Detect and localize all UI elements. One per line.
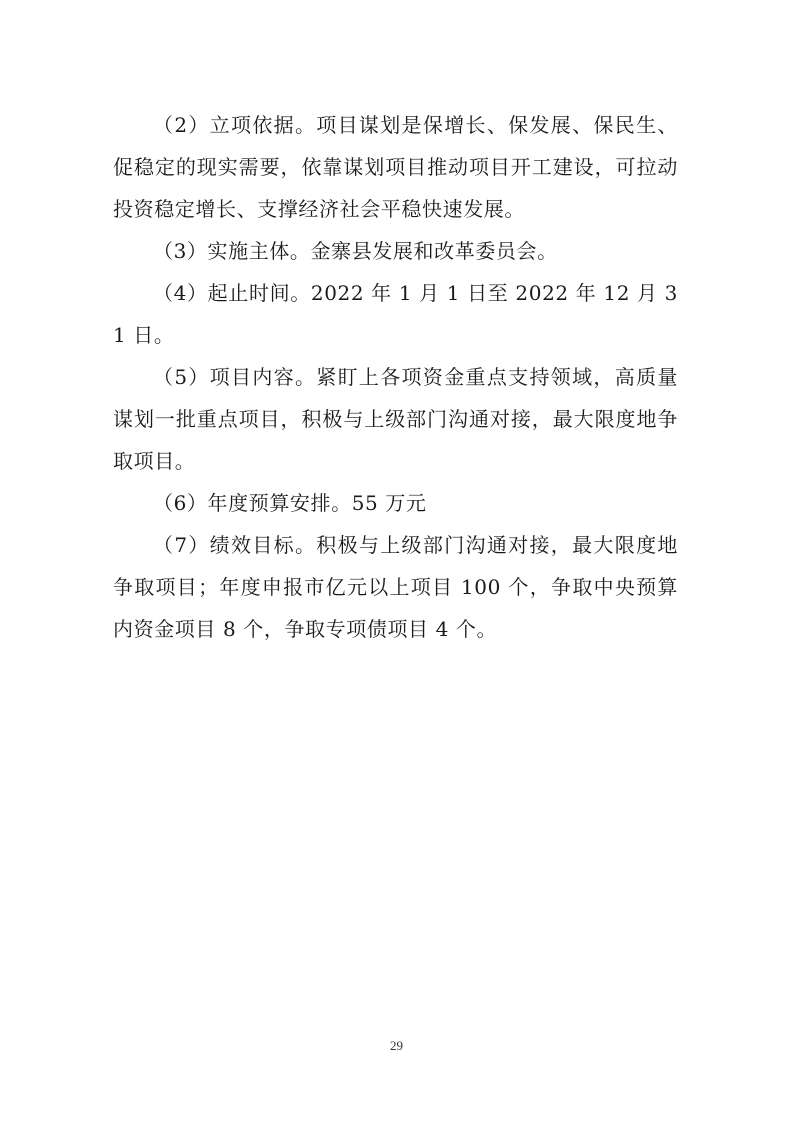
paragraph-content: （5）项目内容。紧盯上各项资金重点支持领域，高质量谋划一批重点项目，积极与上级部门沟通对接，最大限度地争取项目。	[113, 365, 678, 473]
paragraph-goals: （7）绩效目标。积极与上级部门沟通对接，最大限度地争取项目；年度申报市亿元以上项目 100 个，争取中央预算内资金项目 8 个，争取专项债项目 4 个。	[113, 533, 678, 641]
paragraph-implementer: （3）实施主体。金寨县发展和改革委员会。	[153, 239, 558, 263]
paragraph-period: （4）起止时间。2022 年 1 月 1 日至 2022 年 12 月 31 日。	[113, 281, 678, 347]
paragraph-budget: （6）年度预算安排。55 万元	[153, 491, 427, 515]
document-body	[113, 104, 678, 650]
page-number: 29	[390, 1038, 403, 1053]
paragraph-basis: （2）立项依据。项目谋划是保增长、保发展、保民生、促稳定的现实需要，依靠谋划项目推动项目开工建设，可拉动投资稳定增长、支撑经济社会平稳快速发展。	[113, 113, 678, 221]
